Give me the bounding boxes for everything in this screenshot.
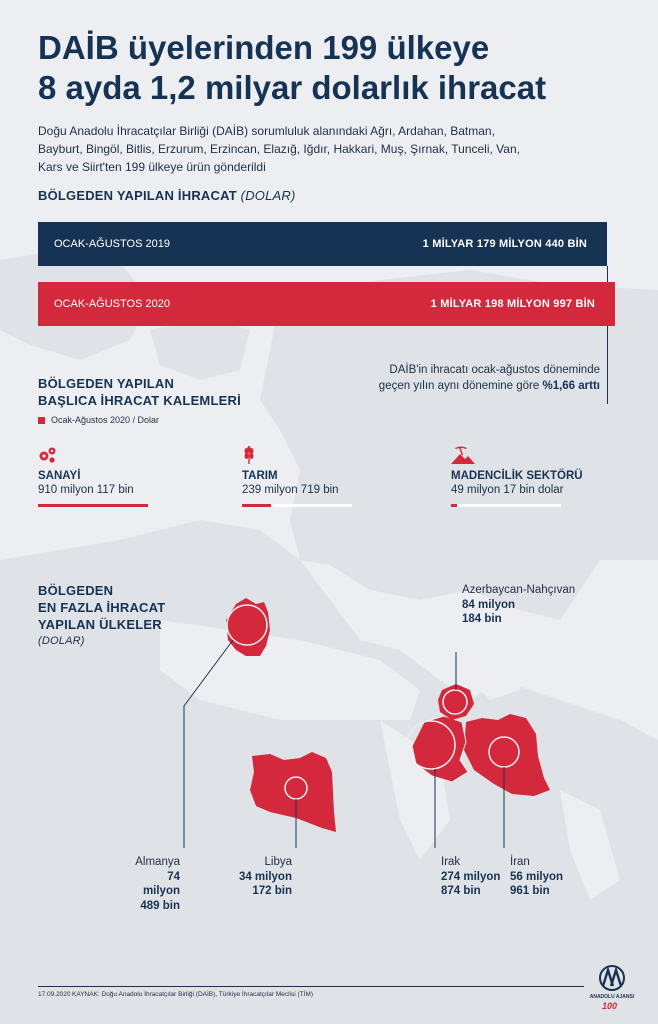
country-label-libya xyxy=(232,855,292,899)
iraq-value-2: 874 bin xyxy=(441,885,481,897)
bar-2019-value: 1 MİLYAR 179 MİLYON 440 BİN xyxy=(422,238,587,250)
iraq-name: Irak xyxy=(441,856,461,868)
germany-leader-line xyxy=(184,640,233,848)
title-line-2: 8 ayda 1,2 milyar dolarlık ihracat xyxy=(38,69,547,106)
logo-badge: 100 xyxy=(602,1001,618,1011)
libya-value-2: 172 bin xyxy=(252,885,292,897)
footer-divider xyxy=(38,986,584,987)
azerbaijan-value-2: 184 bin xyxy=(462,613,502,625)
country-iraq-shape xyxy=(412,716,468,782)
export-section-unit: (DOLAR) xyxy=(240,188,296,203)
lead-text: Doğu Anadolu İhracatçılar Birliği (DAİB) sorumluluk alanındaki Ağrı, Ardahan, Batman, Bayburt, Bingöl, Bitlis, Erzurum, Erzincan, Elazığ, Iğdır, Hakkari, Muş, Şırnak, Tunceli, Van, Kars ve Siirt'ten 199 ülkeye ürün gönderildi xyxy=(38,124,520,174)
germany-value-2: 489 bin xyxy=(140,899,180,912)
germany-name: Almanya xyxy=(135,856,180,868)
iraq-value-1: 274 milyon xyxy=(441,870,501,883)
sector-madencilik-name: MADENCİLİK SEKTÖRÜ xyxy=(451,470,583,482)
bar-2020-label: OCAK-AĞUSTOS 2020 xyxy=(54,298,170,310)
countries-heading-line-3: YAPILAN ÜLKELER xyxy=(38,617,162,632)
export-section-title: BÖLGEDEN YAPILAN İHRACAT xyxy=(38,188,237,203)
iran-value-1: 56 milyon xyxy=(510,870,564,883)
iran-value-2: 961 bin xyxy=(510,885,550,897)
azerbaijan-value-1: 84 milyon xyxy=(462,598,516,611)
sectors-heading-line-2: BAŞLICA İHRACAT KALEMLERİ xyxy=(38,393,241,408)
country-label-azerbaijan xyxy=(462,583,612,627)
footer-source: KAYNAK: Doğu Anadolu İhracatçılar Birliği (DAİB), Türkiye İhracatçılar Meclisi (TİM) xyxy=(72,991,314,998)
libya-name: Libya xyxy=(264,856,292,868)
title-line-1: DAİB üyelerinden 199 ülkeye xyxy=(38,29,490,66)
iran-name: İran xyxy=(510,856,530,868)
sectors-heading-line-1: BÖLGEDEN YAPILAN xyxy=(38,376,175,391)
sector-tarim-value: 239 milyon 719 bin xyxy=(242,484,339,496)
sector-sanayi-value: 910 milyon 117 bin xyxy=(38,484,134,496)
countries-heading-unit: (DOLAR) xyxy=(38,635,85,647)
sector-tarim-name: TARIM xyxy=(242,470,278,482)
countries-heading-line-1: BÖLGEDEN xyxy=(38,583,114,598)
countries-heading-line-2: EN FAZLA İHRACAT xyxy=(38,600,166,615)
growth-note-text: DAİB'in ihracatı ocak-ağustos döneminde geçen yılın aynı dönemine göre xyxy=(378,364,600,392)
libya-value-1: 34 milyon xyxy=(238,870,292,883)
bar-2020-value: 1 MİLYAR 198 MİLYON 997 BİN xyxy=(430,298,595,310)
logo-name: ANADOLU AJANSI xyxy=(589,994,635,1000)
azerbaijan-name: Azerbaycan-Nahçıvan xyxy=(462,584,576,596)
country-label-iran xyxy=(510,855,574,899)
country-libya-shape xyxy=(250,752,336,832)
bar-2019-label: OCAK-AĞUSTOS 2019 xyxy=(54,238,170,250)
germany-value-1: 74 milyon xyxy=(142,870,180,897)
anadolu-agency-logo xyxy=(589,964,635,1014)
footer-date: 17.09.2020 xyxy=(38,991,71,998)
sector-madencilik-value: 49 milyon 17 bin dolar xyxy=(451,484,564,496)
sector-sanayi-name: SANAYİ xyxy=(38,470,81,482)
country-germany-shape xyxy=(226,598,270,656)
country-iran-shape xyxy=(464,714,550,796)
growth-note-highlight: %1,66 arttı xyxy=(542,380,600,392)
legend-text: Ocak-Ağustos 2020 / Dolar xyxy=(51,415,160,425)
country-label-iraq xyxy=(441,855,505,899)
country-label-germany xyxy=(128,855,180,913)
